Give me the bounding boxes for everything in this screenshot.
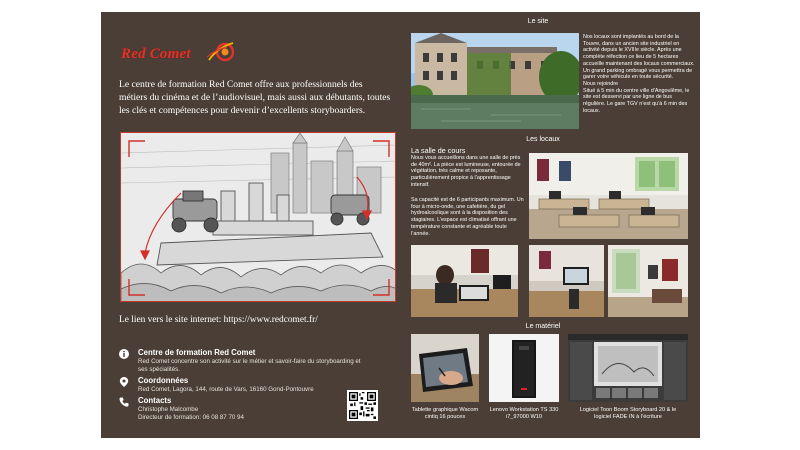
info-icon: [119, 349, 129, 359]
lenovo-workstation-photo: [489, 334, 559, 402]
lounge-photo: [608, 245, 688, 317]
caption-wacom: Tablette graphique Wacom cintiq 16 pouces: [411, 407, 479, 420]
contact-title: Contacts: [138, 396, 172, 405]
toon-boom-software-screenshot: [568, 334, 688, 402]
contact-line: Red Comet concentre son activité sur le métier et savoir-faire du storyboarding et: [138, 358, 361, 365]
contact-title: Coordonnées: [138, 376, 189, 385]
location-pin-icon: [119, 377, 129, 387]
student-drawing-photo: [411, 245, 518, 317]
workstation-photo: [529, 245, 604, 317]
site-description: Nos locaux sont implantés au bord de la Touvre, dans un ancien site industriel en activité depuis le XVIIIe siècle. Après une complète réfection ce lieu de 5 hectares accueille maintenant des locaux commerciaux. Un grand parking ombragé vous permettra de garer votre véhicule en toute sécurité. Nous rejoindre Situé à 5 min du centre ville d’Angoulême, le site est desservi par une ligne de bus régulière. Le gare TGV n’est qu’à 6 min des locaux.: [583, 34, 695, 114]
salle-description-1: Nous vous accueillons dans une salle de près de 40m². La pièce est lumineuse, entourée de végétation, très calme et reposante, particulièrement propice à l’apprentissage intensif.: [411, 155, 521, 188]
qr-code[interactable]: [347, 390, 378, 421]
contact-line: ses spécialités.: [138, 366, 180, 373]
classroom-photo-main: [529, 153, 688, 239]
section-title-locaux: Les locaux: [526, 136, 560, 143]
comet-swoosh-icon: [207, 40, 235, 66]
caption-lenovo: Lenovo Workstation TS 330 i7_97000 W10: [489, 407, 559, 420]
contact-title: Centre de formation Red Comet: [138, 348, 256, 357]
site-building-photo: [411, 33, 579, 129]
contact-line[interactable]: Directeur de formation: 06 08 87 70 94: [138, 414, 244, 421]
caption-toon-boom: Logiciel Toon Boom Storyboard 20 & le logiciel FADE IN à l’écriture: [579, 407, 677, 420]
section-title-site: Le site: [527, 18, 549, 25]
storyboard-illustration: [120, 132, 396, 302]
section-title-materiel: Le matériel: [525, 323, 561, 330]
contact-line: Christophe Malcombe: [138, 406, 199, 413]
phone-icon: [119, 397, 129, 407]
qr-code-image: [349, 392, 376, 419]
wacom-tablet-photo: [411, 334, 479, 402]
site-link-text[interactable]: Le lien vers le site internet: https://www.redcomet.fr/: [119, 315, 318, 325]
logo-wordmark: Red Comet: [121, 46, 191, 62]
section-title-salle: La salle de cours: [411, 146, 466, 155]
brochure: [101, 12, 700, 438]
salle-description-2: Sa capacité est de 6 participants maximum. Un four à micro-onde, une cafetière, du gel hydroalcoolique sont à la disposition des stagiaires. L’espace est climatisé offrant une température constante et agréable toute l’année.: [411, 197, 524, 237]
contact-line: Red Comet, Lagora, 144, route de Vars, 16160 Gond-Pontouvre: [138, 386, 314, 393]
intro-paragraph: Le centre de formation Red Comet offre aux professionnels des métiers du cinéma et de l’audiovisuel, mais aussi aux débutants, toutes les clés et compétences pour devenir d’excellents storyboarders.: [119, 79, 391, 116]
red-comet-logo: [121, 40, 233, 66]
